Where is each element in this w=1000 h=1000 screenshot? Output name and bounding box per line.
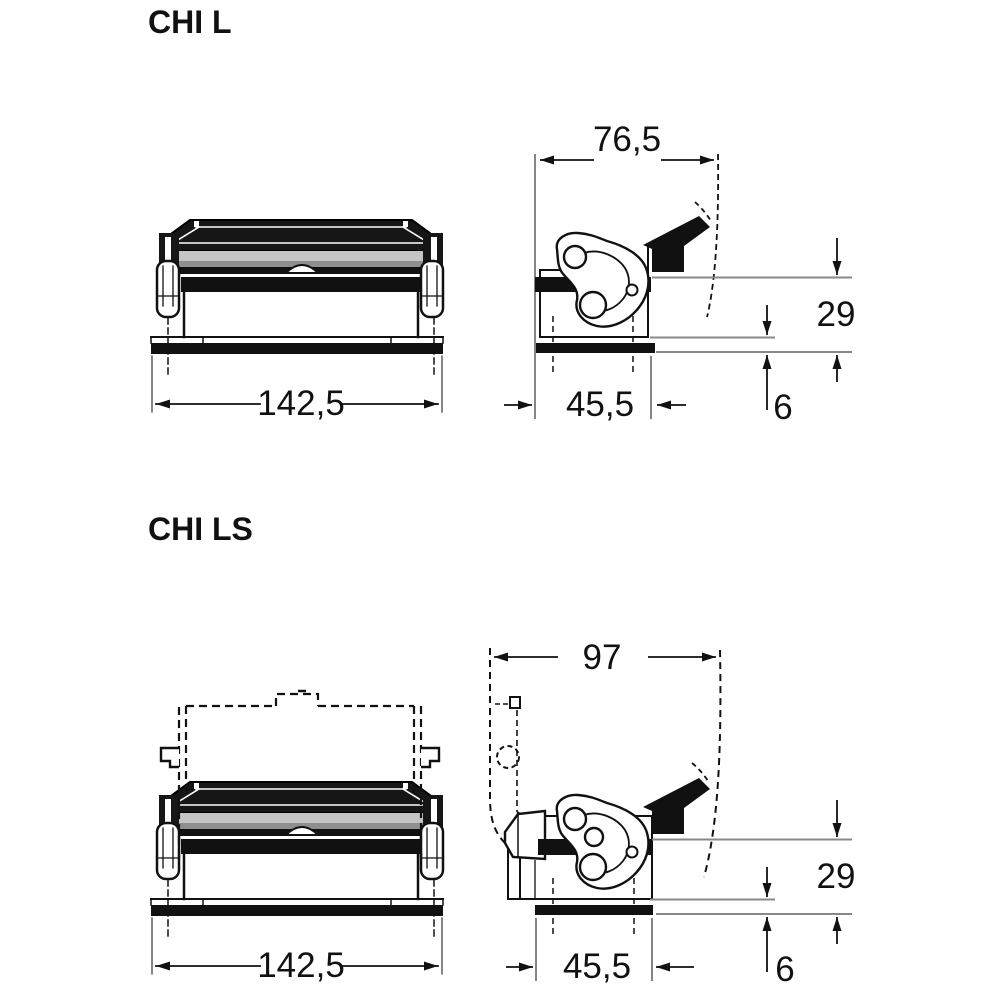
dim-chi-l-side-base: 6 <box>773 388 793 427</box>
right-clip <box>421 748 439 767</box>
dim-chi-l-side-height: 29 <box>816 295 856 334</box>
dim-chi-ls-front-width: 142,5 <box>257 946 345 985</box>
dim-chi-ls-side-base: 6 <box>775 950 795 989</box>
chi-ls-side-view <box>490 648 852 981</box>
dim-chi-l-side-top-width: 76,5 <box>592 120 662 159</box>
section-title-chi-l: CHI L <box>148 4 232 40</box>
dim-chi-ls-side-height: 29 <box>816 857 856 896</box>
lever-swing-arc <box>707 154 718 317</box>
left-clip <box>161 748 179 767</box>
section-title-chi-ls: CHI LS <box>148 511 253 547</box>
dim-chi-ls-side-top-width: 97 <box>582 638 622 677</box>
dim-chi-ls-side-bottom-width: 45,5 <box>562 947 632 986</box>
chi-ls-front-view <box>151 691 443 974</box>
cover-dashed-outline <box>490 648 505 843</box>
lever-swing-arc <box>704 650 720 877</box>
chi-l-side-view <box>504 154 852 419</box>
dim-chi-l-front-width: 142,5 <box>257 384 345 423</box>
dim-chi-l-side-bottom-width: 45,5 <box>565 385 635 424</box>
